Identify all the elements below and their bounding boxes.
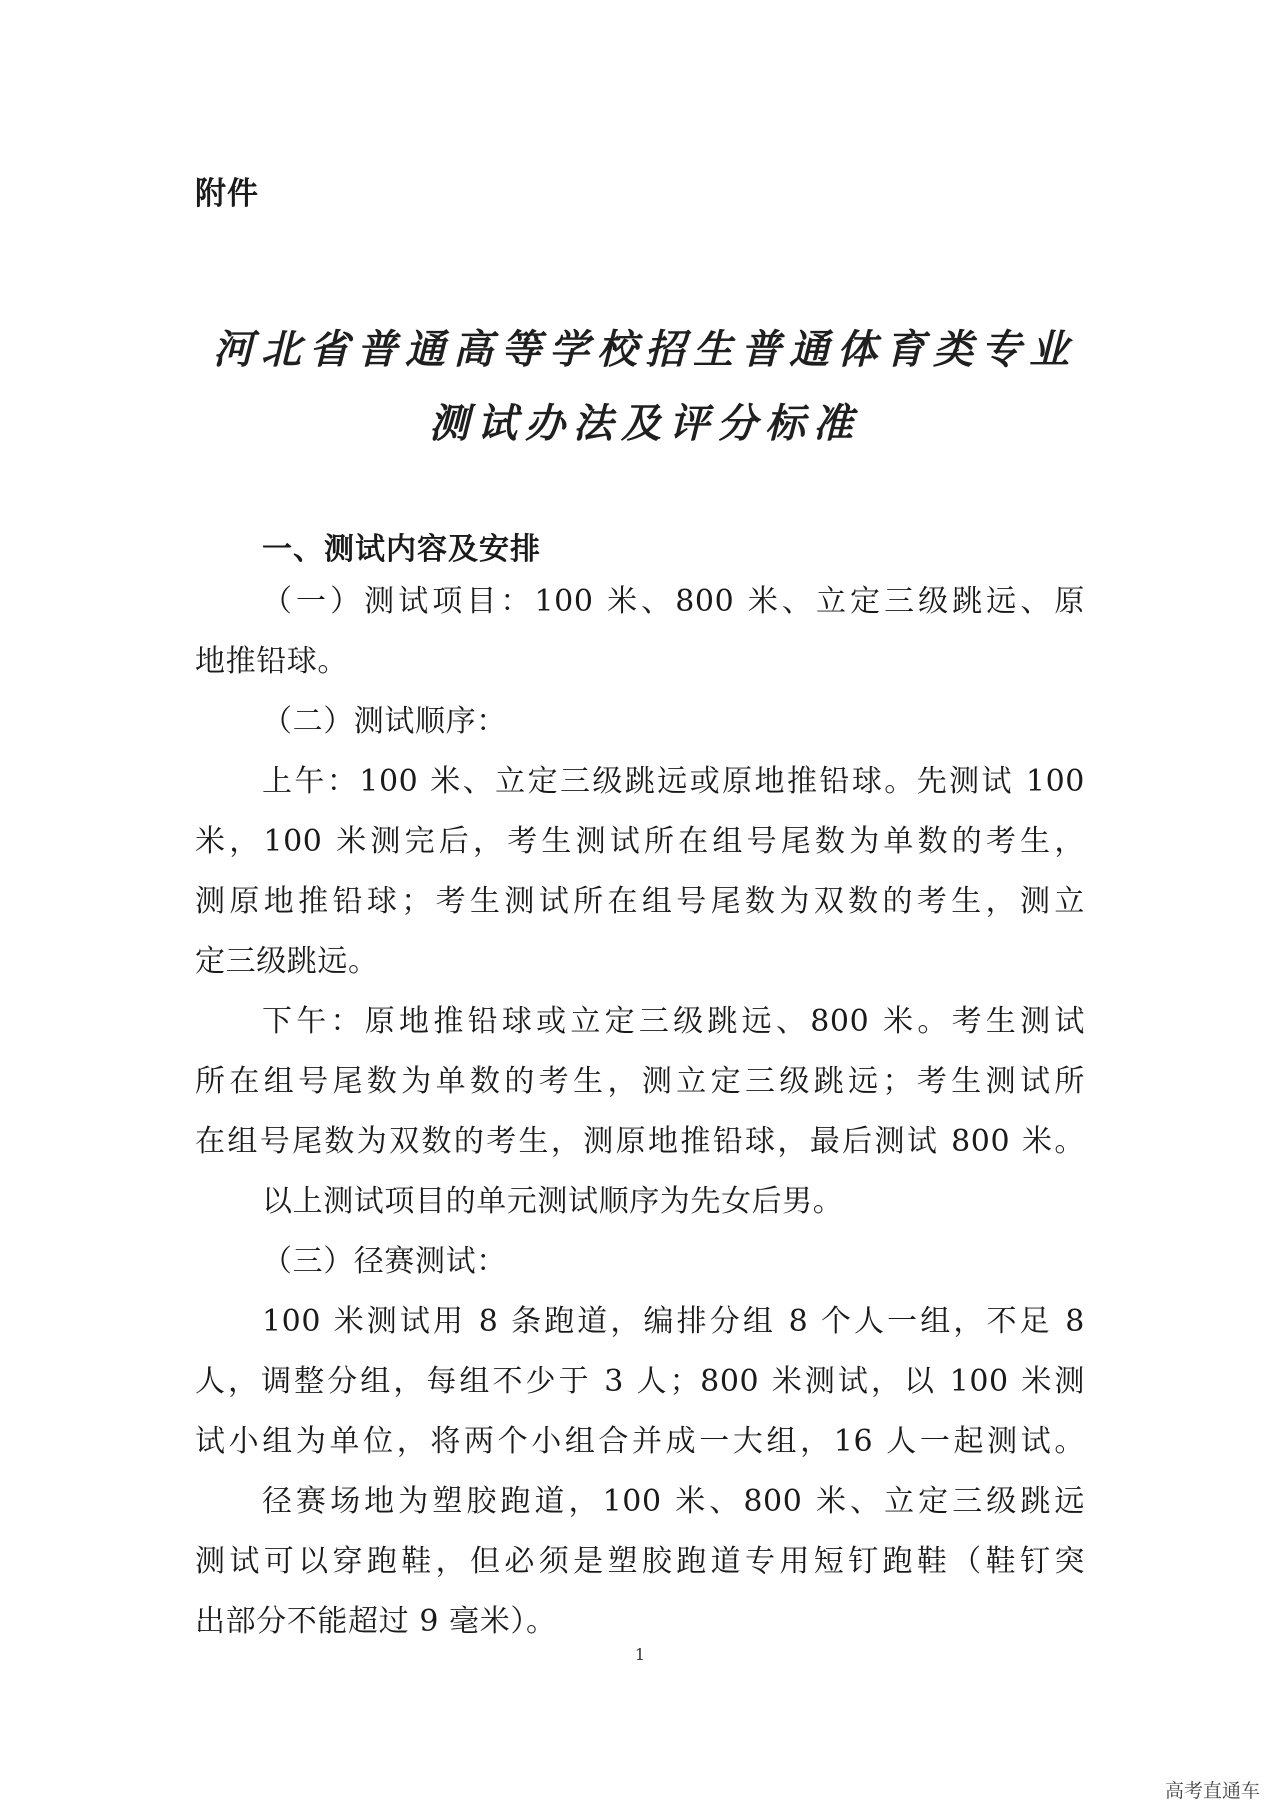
body-line: 米，100 米测完后，考生测试所在组号尾数为单数的考生， xyxy=(195,824,1085,859)
attachment-label: 附件 xyxy=(195,176,259,212)
body-line: 以上测试项目的单元测试顺序为先女后男。 xyxy=(262,1184,844,1219)
body-line: 下午：原地推铅球或立定三级跳远、800 米。考生测试 xyxy=(262,1004,1085,1039)
body-line: 试小组为单位，将两个小组合并成一大组，16 人一起测试。 xyxy=(195,1424,1085,1459)
body-line: 所在组号尾数为单数的考生，测立定三级跳远；考生测试所 xyxy=(195,1064,1085,1099)
body-line: 地推铅球。 xyxy=(195,644,348,679)
watermark-text: 高考直通车 xyxy=(1164,1780,1260,1802)
body-line: 定三级跳远。 xyxy=(195,944,379,979)
body-line: 人，调整分组，每组不少于 3 人；800 米测试，以 100 米测 xyxy=(195,1364,1085,1399)
page-number: 1 xyxy=(634,1645,646,1664)
body-line: （三）径赛测试： xyxy=(262,1244,507,1279)
body-line: （一）测试项目：100 米、800 米、立定三级跳远、原 xyxy=(262,584,1085,619)
body-line: 上午：100 米、立定三级跳远或原地推铅球。先测试 100 xyxy=(262,764,1085,799)
body-line: 100 米测试用 8 条跑道，编排分组 8 个人一组，不足 8 xyxy=(262,1304,1085,1339)
body-line: 在组号尾数为双数的考生，测原地推铅球，最后测试 800 米。 xyxy=(195,1124,1085,1159)
section-heading: 一、测试内容及安排 xyxy=(262,532,541,567)
body-line: （二）测试顺序： xyxy=(262,704,507,739)
body-line: 径赛场地为塑胶跑道，100 米、800 米、立定三级跳远 xyxy=(262,1484,1085,1519)
body-line: 出部分不能超过 9 毫米）。 xyxy=(195,1604,557,1639)
document-title-line-1: 河北省普通高等学校招生普通体育类专业 xyxy=(213,326,1077,373)
body-line: 测试可以穿跑鞋，但必须是塑胶跑道专用短钉跑鞋（鞋钉突 xyxy=(195,1544,1085,1579)
document-title-line-2: 测试办法及评分标准 xyxy=(429,400,861,447)
body-line: 测原地推铅球；考生测试所在组号尾数为双数的考生，测立 xyxy=(195,884,1085,919)
